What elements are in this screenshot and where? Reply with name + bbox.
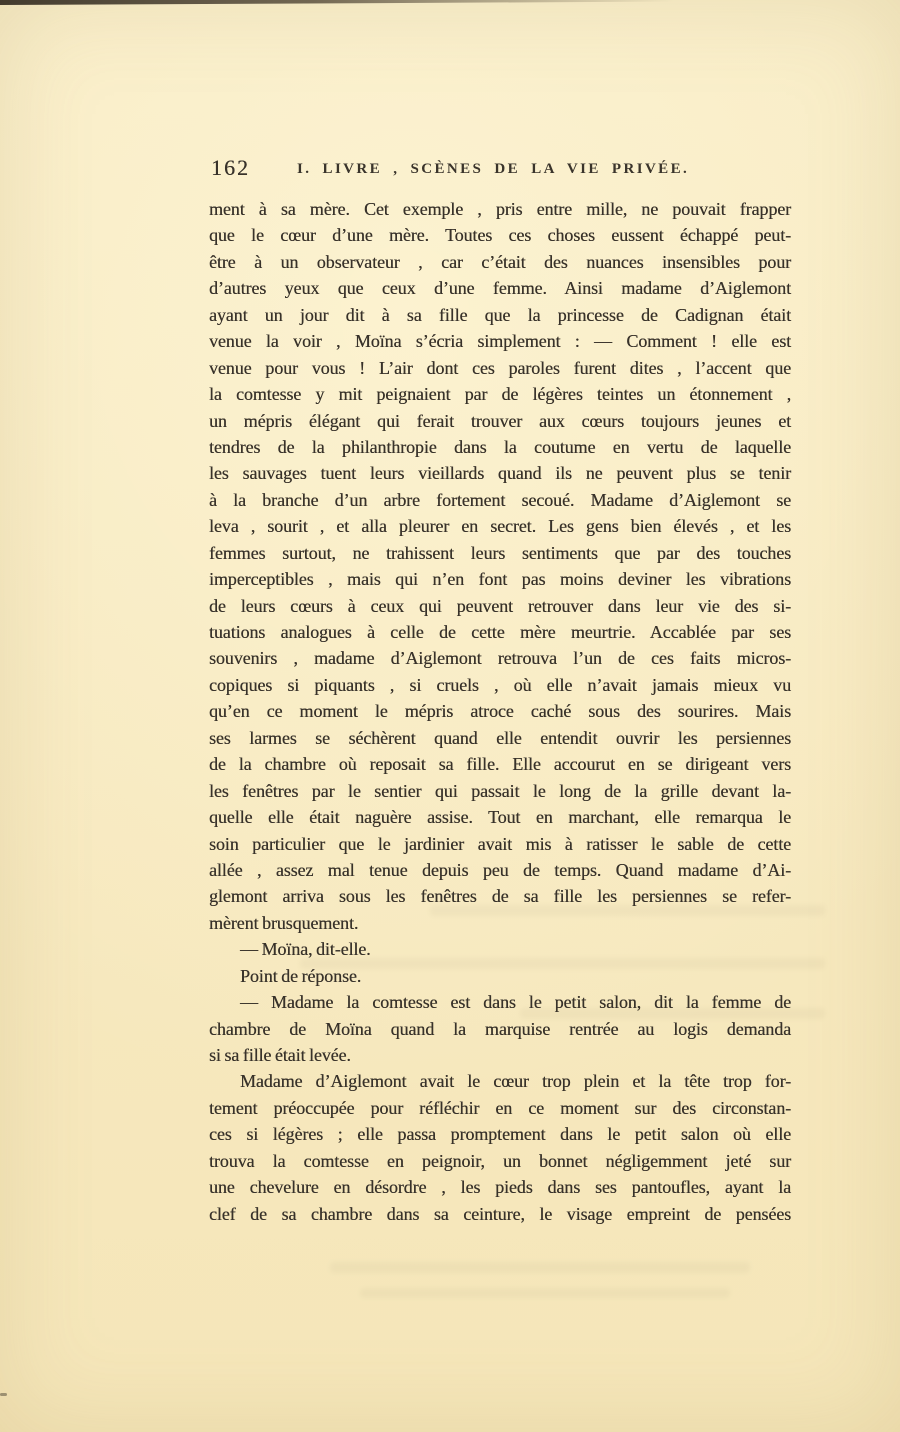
text-line: être à un observateur , car c’était des nuances insensibles pour [209,251,791,272]
bleed-through-smudge [430,905,825,916]
text-block [209,196,791,1227]
bleed-through-smudge [330,1262,750,1273]
text-line: d’autres yeux que ceux d’une femme. Ainsi madame d’Aiglemont [209,278,791,299]
bleed-through-smudge [520,1008,825,1019]
text-line: — Moïna, dit-elle. [240,939,371,960]
text-line: clef de sa chambre dans sa ceinture, le visage empreint de pensées [209,1203,791,1224]
text-line: Madame d’Aiglemont avait le cœur trop plein et la tête trop for- [240,1071,791,1092]
text-line: à la branche d’un arbre fortement secoué. Madame d’Aiglemont se [209,489,791,510]
text-line: chambre de Moïna quand la marquise rentrée au logis demanda [209,1018,791,1039]
text-line: ayant un jour dit à sa fille que la princesse de Cadignan était [209,304,791,325]
text-line: — Madame la comtesse est dans le petit salon, dit la femme de [240,992,791,1013]
text-line: ses larmes se séchèrent quand elle entendit ouvrir les persiennes [209,727,791,748]
scan-edge-artifact [0,1393,7,1396]
paragraph [209,989,791,1068]
text-line: que le cœur d’une mère. Toutes ces choses eussent échappé peut- [209,225,791,246]
running-title: I. LIVRE , SCÈNES DE LA VIE PRIVÉE. [297,161,690,177]
text-line: qu’en ce moment le mépris atroce caché sous des sourires. Mais [209,701,791,722]
page-number: 162 [211,155,250,180]
paragraph [209,1068,791,1227]
paragraph [209,196,791,936]
text-line: glemont arriva sous les fenêtres de sa fille les persiennes se refer- [209,886,791,907]
text-line: souvenirs , madame d’Aiglemont retrouva l’un de ces faits micros- [209,648,791,669]
text-line: si sa fille était levée. [209,1045,351,1065]
text-line: allée , assez mal tenue depuis peu de temps. Quand madame d’Ai- [209,859,791,880]
text-line: de leurs cœurs à ceux qui peuvent retrouver dans leur vie des si- [209,595,791,616]
text-line: venue pour vous ! L’air dont ces paroles furent dites , l’accent que [209,357,791,378]
text-line: imperceptibles , mais qui n’en font pas moins deviner les vibrations [209,569,791,590]
bleed-through-smudge [360,1288,730,1298]
text-line: trouva la comtesse en peignoir, un bonnet négligemment jeté sur [209,1150,791,1171]
text-line: tuations analogues à celle de cette mère meurtrie. Accablée par ses [209,622,791,642]
text-line: une chevelure en désordre , les pieds dans ses pantoufles, ayant la [209,1177,791,1198]
scan-edge-artifact [0,0,695,5]
text-line: les sauvages tuent leurs vieillards quand ils ne peuvent plus se tenir [209,463,791,484]
text-line: tement préoccupée pour réfléchir en ce moment sur des circonstan- [209,1097,791,1118]
text-line: venue la voir , Moïna s’écria simplement : — Comment ! elle est [209,331,791,352]
text-line: copiques si piquants , si cruels , où elle n’avait jamais mieux vu [209,674,791,695]
text-line: leva , sourit , et alla pleurer en secret. Les gens bien élevés , et les [209,516,791,537]
text-line: ment à sa mère. Cet exemple , pris entre mille, ne pouvait frapper [209,199,791,219]
text-line: Point de réponse. [240,965,362,986]
text-line: femmes surtout, ne trahissent leurs sentiments que par des touches [209,542,791,563]
text-line: les fenêtres par le sentier qui passait le long de la grille devant la- [209,780,791,801]
bleed-through-smudge [300,958,825,969]
text-line: la comtesse y mit peignaient par de légères teintes un étonnement , [209,384,791,405]
text-line: un mépris élégant qui ferait trouver aux cœurs toujours jeunes et [209,410,791,431]
text-line: de la chambre où reposait sa fille. Elle accourut en se dirigeant vers [209,754,791,775]
text-line: mèrent brusquement. [209,912,359,933]
text-line: soin particulier que le jardinier avait mis à ratisser le sable de cette [209,833,791,854]
text-line: tendres de la philanthropie dans la coutume en vertu de laquelle [209,436,791,457]
text-line: quelle elle était naguère assise. Tout en marchant, elle remarqua le [209,807,791,828]
text-line: ces si légères ; elle passa promptement dans le petit salon où elle [209,1124,791,1145]
